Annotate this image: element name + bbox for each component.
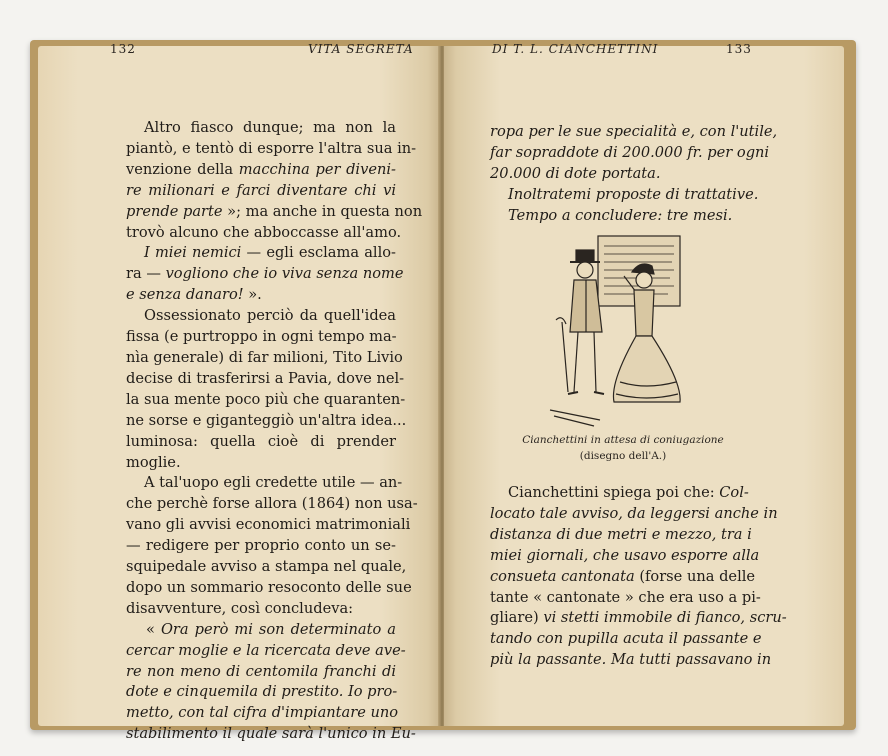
text-line: consueta cantonata (forse una delle	[490, 567, 756, 585]
text-line: distanza di due metri e mezzo, tra i	[490, 525, 752, 543]
text-line: trovò alcuno che abboccasse all'amo.	[126, 223, 402, 241]
text-line: dote e cinquemila di prestito. Io pro-	[126, 683, 398, 701]
text-line: più la passante. Ma tutti passavano in	[490, 651, 772, 669]
right-running-head: DI T. L. CIANCHETTINI	[492, 42, 659, 56]
cartoon-couple-reading-notice-icon	[540, 232, 690, 428]
text-line: piantò, e tentò di esporre l'altra sua in-	[126, 139, 417, 157]
text-line: 20.000 di dote portata.	[490, 164, 661, 182]
text-line: A tal'uopo egli credette utile — an-	[144, 474, 403, 492]
right-page-number: 133	[726, 42, 752, 56]
caption-credit: (disegno dell'A.)	[579, 450, 667, 462]
text-line: re milionari e farci diventare chi vi	[126, 181, 396, 199]
text-line: moglie.	[126, 453, 181, 471]
text-line: squipedale avviso a stampa nel quale,	[126, 558, 407, 576]
text-line: « Ora però mi son determinato a	[146, 620, 396, 638]
text-line: fissa (e purtroppo in ogni tempo ma-	[126, 328, 397, 346]
text-line: la sua mente poco più che quaranten-	[126, 390, 406, 408]
text-line: dopo un sommario resoconto delle sue	[126, 578, 412, 596]
text-line: — redigere per proprio conto un se-	[126, 537, 396, 555]
text-line: Altro fiasco dunque; ma non la	[144, 119, 396, 136]
text-line: far sopraddote di 200.000 fr. per ogni	[490, 143, 770, 161]
text-line: che perchè forse allora (1864) non usa-	[126, 495, 418, 513]
text-line: ropa per le sue specialità e, con l'utile,	[490, 123, 778, 140]
text-line: metto, con tal cifra d'impiantare uno	[126, 704, 399, 722]
illustration-caption	[500, 432, 746, 464]
text-line: ra — vogliono che io viva senza nome	[126, 265, 404, 283]
caption-title: Cianchettini in attesa di coniugazione	[522, 434, 724, 446]
right-page-body-top	[490, 122, 778, 227]
text-line: Tempo a concludere: tre mesi.	[508, 206, 733, 224]
text-line: venzione della macchina per diveni-	[126, 160, 396, 178]
text-line: nìa generale) di far milioni, Tito Livio	[126, 348, 403, 366]
text-line: gliare) vi stetti immobile di fianco, scru-	[490, 609, 787, 627]
right-page-body-bottom	[490, 483, 787, 671]
text-line: locato tale avviso, da leggersi anche in	[490, 504, 778, 522]
text-line: tando con pupilla acuta il passante e	[490, 630, 762, 648]
text-line: ne sorse e giganteggiò un'altra idea...	[126, 411, 407, 429]
text-line: Inoltratemi proposte di trattative.	[508, 185, 759, 203]
text-line: I miei nemici — egli esclama allo-	[144, 244, 396, 262]
text-line: disavventure, così concludeva:	[126, 599, 354, 617]
text-line: stabilimento il quale sarà l'unico in Eu-	[126, 725, 416, 743]
text-line: tante « cantonate » che era uso a pi-	[490, 588, 761, 606]
text-line: prende parte »; ma anche in questa non	[126, 202, 423, 220]
text-line: Ossessionato perciò da quell'idea	[144, 307, 396, 325]
text-line: re non meno di centomila franchi di	[126, 662, 396, 680]
text-line: Cianchettini spiega poi che: Col-	[508, 484, 749, 501]
text-line: e senza danaro! ».	[126, 286, 262, 304]
text-line: miei giornali, che usavo esporre alla	[490, 546, 760, 564]
text-line: cercar moglie e la ricercata deve ave-	[126, 641, 406, 659]
text-line: vano gli avvisi economici matrimoniali	[126, 516, 411, 534]
left-page-number: 132	[110, 42, 136, 56]
text-line: decise di trasferirsi a Pavia, dove nel-	[126, 369, 405, 387]
left-page-body	[126, 118, 423, 745]
text-line: luminosa: quella cioè di prender	[126, 432, 396, 450]
left-running-head: VITA SEGRETA	[308, 42, 414, 56]
